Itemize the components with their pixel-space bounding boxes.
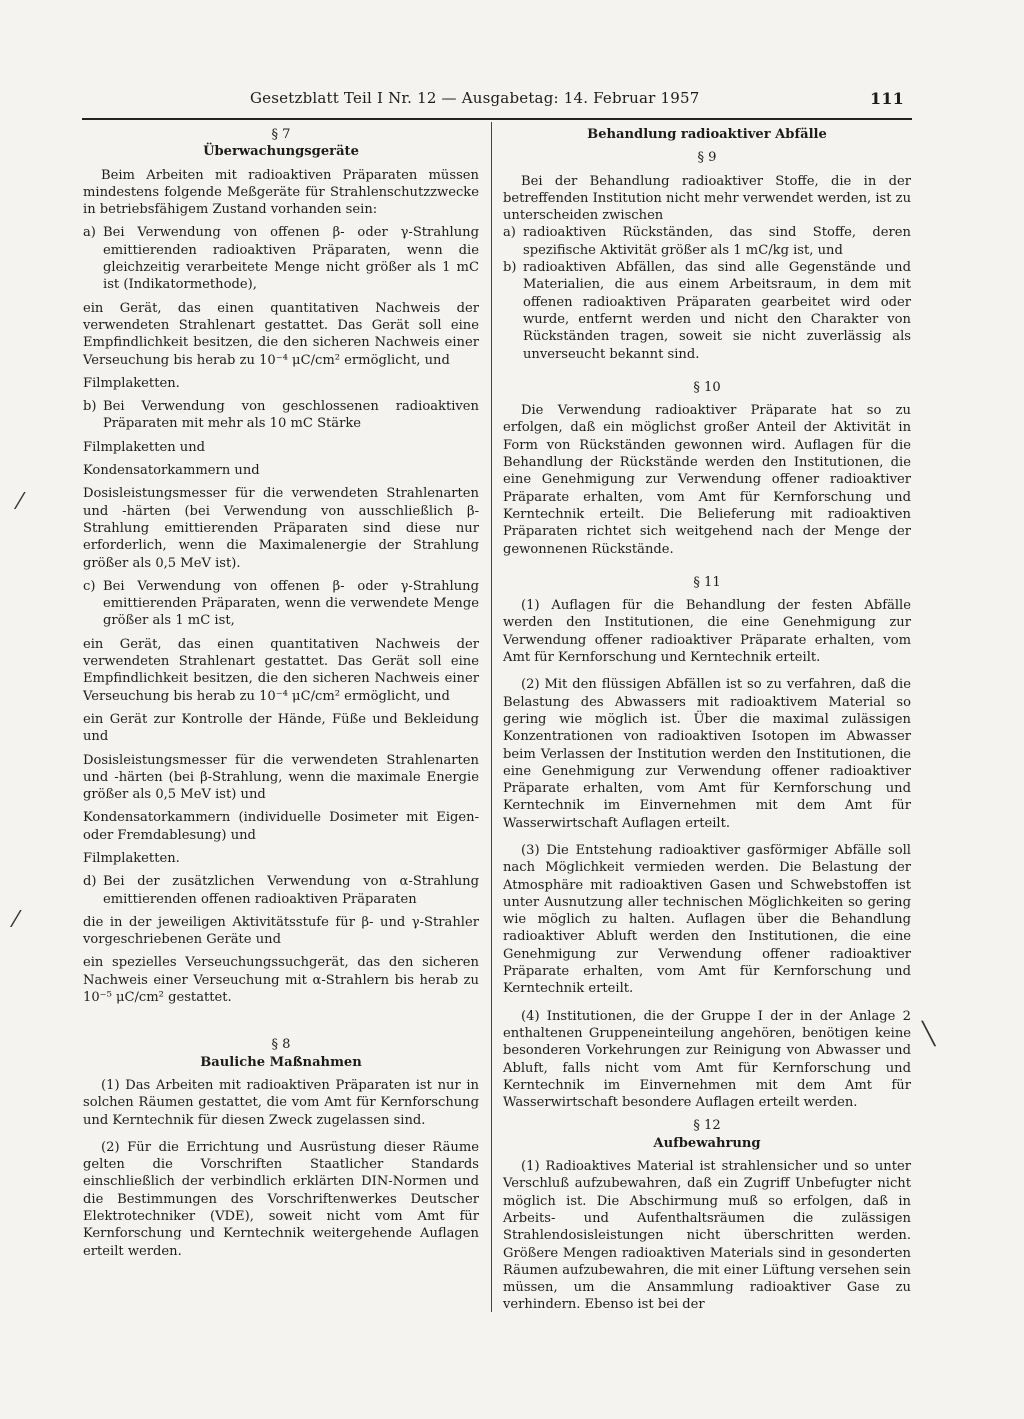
section-11-paragraph-4: (4) Institutionen, die der Gruppe I der in der Anlage 2 enthaltenen Gruppeneinteilung angehören, benötigen keine besonderen Vorkehrungen zur Reinigung von Abwasser und Abluft, falls nicht vom Amt für Kernforschung und Kerntechnik im Einvernehmen mit dem Amt für Wasserwirtschaft besondere Auflagen erteilt werden. bbox=[503, 1008, 911, 1111]
item-b-text: Bei Verwendung von geschlossenen radioaktiven Präparaten mit mehr als 10 mC Stärke bbox=[103, 399, 479, 432]
s9-list-item-b bbox=[503, 259, 911, 363]
section-11-number: § 11 bbox=[693, 574, 721, 590]
section-8-paragraph-2: (2) Für die Errichtung und Ausrüstung dieser Räume gelten die Vorschriften Staatlicher Standards einschließlich der verbindlich erklärten DIN-Normen und die Bestimmungen des Vorschriftenwerkes Deutscher Elektrotechniker (VDE), soweit nicht vom Amt für Kernforschung und Kerntechnik weitergehende Auflagen erteilt werden. bbox=[83, 1139, 479, 1259]
section-8-title: Bauliche Maßnahmen bbox=[200, 1054, 362, 1070]
s9-item-a-label: a) bbox=[503, 225, 516, 241]
column-divider bbox=[491, 122, 492, 1312]
left-column bbox=[83, 126, 479, 1260]
s9-list-item-a bbox=[503, 224, 911, 259]
item-c-sub-3: Dosisleistungsmesser für die verwendeten Strahlenarten und -härten (bei β-Strahlung, wenn die maximale Energie größer als 0,5 MeV ist) und bbox=[83, 752, 479, 803]
margin-mark-2: ⁄ bbox=[14, 908, 18, 933]
item-c-text: Bei Verwendung von offenen β- oder γ-Strahlung emittierenden Präparaten, wenn die verwendete Menge größer als 1 mC ist, bbox=[103, 578, 479, 629]
item-d-label: d) bbox=[83, 874, 97, 890]
list-item-d bbox=[83, 873, 479, 908]
s9-item-a-text: radioaktiven Rückständen, das sind Stoffe, deren spezifische Aktivität größer als 1 mC/kg ist, und bbox=[523, 225, 911, 258]
item-d-sub-2: ein spezielles Verseuchungssuchgerät, das den sicheren Nachweis einer Verseuchung mit α-Strahlern bis herab zu 10⁻⁵ μC/cm² gestattet. bbox=[83, 955, 479, 1006]
page-header bbox=[250, 89, 904, 107]
right-heading: Behandlung radioaktiver Abfälle bbox=[587, 127, 827, 142]
item-c-sub-2: ein Gerät zur Kontrolle der Hände, Füße und Bekleidung und bbox=[83, 711, 479, 745]
section-8-paragraph-1: (1) Das Arbeiten mit radioaktiven Präparaten ist nur in solchen Räumen gestattet, die vom Amt für Kernforschung und Kerntechnik für diesen Zweck zugelassen sind. bbox=[83, 1077, 479, 1128]
item-d-text: Bei der zusätzlichen Verwendung von α-Strahlung emittierenden offenen radioaktiven Präparaten bbox=[103, 874, 479, 907]
section-11-paragraph-1: (1) Auflagen für die Behandlung der festen Abfälle werden den Institutionen, die eine Genehmigung zur Verwendung offener radioaktiver Präparate erhalten, vom Amt für Kernforschung und Kerntechnik erteilt. bbox=[503, 598, 911, 666]
list-item-b bbox=[83, 398, 479, 433]
item-a-label: a) bbox=[83, 225, 96, 241]
header-title: Gesetzblatt Teil I Nr. 12 — Ausgabetag: 14. Februar 1957 bbox=[250, 89, 700, 107]
section-12-number: § 12 bbox=[693, 1118, 721, 1134]
header-rule bbox=[82, 118, 912, 120]
item-a-sub-1: ein Gerät, das einen quantitativen Nachweis der verwendeten Strahlenart gestattet. Das Gerät soll eine Empfindlichkeit besitzen, die den sicheren Nachweis einer Verseuchung bis herab zu 10⁻⁴ μC/cm² ermöglicht, und bbox=[83, 300, 479, 368]
section-7-title: Überwachungsgeräte bbox=[203, 144, 359, 160]
item-c-sub-1: ein Gerät, das einen quantitativen Nachweis der verwendeten Strahlenart gestattet. Das Gerät soll eine Empfindlichkeit besitzen, die den sicheren Nachweis einer Verseuchung bis herab zu 10⁻⁴ μC/cm² ermöglicht, und bbox=[83, 636, 479, 704]
page-number: 111 bbox=[870, 89, 904, 108]
section-9-number: § 9 bbox=[697, 150, 717, 166]
item-c-sub-5: Filmplaketten. bbox=[83, 850, 180, 866]
section-12-title: Aufbewahrung bbox=[653, 1135, 761, 1151]
section-7-intro: Beim Arbeiten mit radioaktiven Präparaten müssen mindestens folgende Meßgeräte für Strahlenschutzzwecke in betriebsfähigem Zustand vorhanden sein: bbox=[83, 167, 479, 218]
section-7-number: § 7 bbox=[271, 127, 291, 142]
list-item-a bbox=[83, 224, 479, 293]
item-a-text: Bei Verwendung von offenen β- oder γ-Strahlung emittierenden radioaktiven Präparaten, wenn die gleichzeitig verarbeitete Menge nicht größer als 1 mC ist (Indikatormethode), bbox=[103, 225, 479, 293]
item-a-sub-2: Filmplaketten. bbox=[83, 375, 180, 391]
section-11-paragraph-2: (2) Mit den flüssigen Abfällen ist so zu verfahren, daß die Belastung des Abwassers mit radioaktivem Material so gering wie möglich ist. Über die maximal zulässigen Konzentrationen von radioaktiven Isotopen im Abwasser beim Verlassen der Institution werden den Institutionen, die eine Genehmigung zur Verwendung offener radioaktiver Präparate erhalten, vom Amt für Kernforschung und Kerntechnik im Einvernehmen mit dem Amt für Wasserwirtschaft Auflagen erteilt. bbox=[503, 677, 911, 831]
section-10-number: § 10 bbox=[693, 379, 721, 395]
item-c-sub-4: Kondensatorkammern (individuelle Dosimeter mit Eigen- oder Fremdablesung) und bbox=[83, 810, 479, 843]
item-b-sub-1: Filmplaketten und bbox=[83, 439, 206, 455]
margin-mark-3: ╲ bbox=[922, 1022, 936, 1047]
section-10-paragraph: Die Verwendung radioaktiver Präparate hat so zu erfolgen, daß ein möglichst großer Anteil der Aktivität in Form von Rückständen gewonnen wird. Auflagen für die Behandlung der Rückstände werden den Institutionen, die eine Genehmigung zur Verwendung offener radioaktiver Präparate erhalten, vom Amt für Kernforschung und Kerntechnik erteilt. Die Belieferung mit radioaktiven Präparaten richtet sich weitgehend nach der Menge der gewonnenen Rückstände. bbox=[503, 403, 911, 557]
section-11-paragraph-3: (3) Die Entstehung radioaktiver gasförmiger Abfälle soll nach Möglichkeit vermieden werden. Die Belastung der Atmosphäre mit radioaktiven Gasen und Schwebstoffen ist unter Ausnutzung aller technischen Möglichkeiten so gering wie möglich zu halten. Auflagen über die Behandlung radioaktiver Abluft werden den Institutionen, die eine Genehmigung zur Verwendung offener radioaktiver Präparate erhalten, vom Amt für Kernforschung und Kerntechnik erteilt. bbox=[503, 842, 911, 997]
section-12-paragraph-1: (1) Radioaktives Material ist strahlensicher und so unter Verschluß aufzubewahren, daß ein Zugriff Unbefugter nicht möglich ist. Die Abschirmung muß so erfolgen, daß in Arbeits- und Aufenthaltsräumen die zulässigen Strahlendosisleistungen nicht überschritten werden. Größere Mengen radioaktiven Materials sind in gesonderten Räumen aufzubewahren, die mit einer Lüftung versehen sein müssen, um die Ansammlung radioaktiver Gase zu verhindern. Ebenso ist bei der bbox=[503, 1159, 911, 1313]
item-b-sub-3: Dosisleistungsmesser für die verwendeten Strahlenarten und -härten (bei Verwendung von ausschließlich β-Strahlung emittierenden Präparaten sind diese nur erforderlich, wenn die Maximalenergie der Strahlung größer als 0,5 MeV ist). bbox=[83, 486, 479, 571]
s9-item-b-label: b) bbox=[503, 260, 517, 276]
item-d-sub-1: die in der jeweiligen Aktivitätsstufe für β- und γ-Strahler vorgeschriebenen Geräte und bbox=[83, 914, 479, 948]
section-9-intro: Bei der Behandlung radioaktiver Stoffe, die in der betreffenden Institution nicht mehr verwendet werden, ist zu unterscheiden zwischen bbox=[503, 173, 911, 224]
s9-item-b-text: radioaktiven Abfällen, das sind alle Gegenstände und Materialien, die aus einem Arbeitsraum, in dem mit offenen radioaktiven Präparaten gearbeitet wird oder wurde, entfernt werden und nicht den Charakter von Rückständen tragen, soweit sie nicht zuverlässig als unverseucht bekannt sind. bbox=[523, 260, 911, 362]
item-c-label: c) bbox=[83, 578, 96, 594]
right-column bbox=[503, 126, 911, 1314]
section-8-number: § 8 bbox=[271, 1037, 291, 1053]
margin-mark-1: ⁄ bbox=[18, 490, 22, 515]
item-b-label: b) bbox=[83, 399, 97, 415]
list-item-c bbox=[83, 578, 479, 630]
item-b-sub-2: Kondensatorkammern und bbox=[83, 463, 260, 479]
